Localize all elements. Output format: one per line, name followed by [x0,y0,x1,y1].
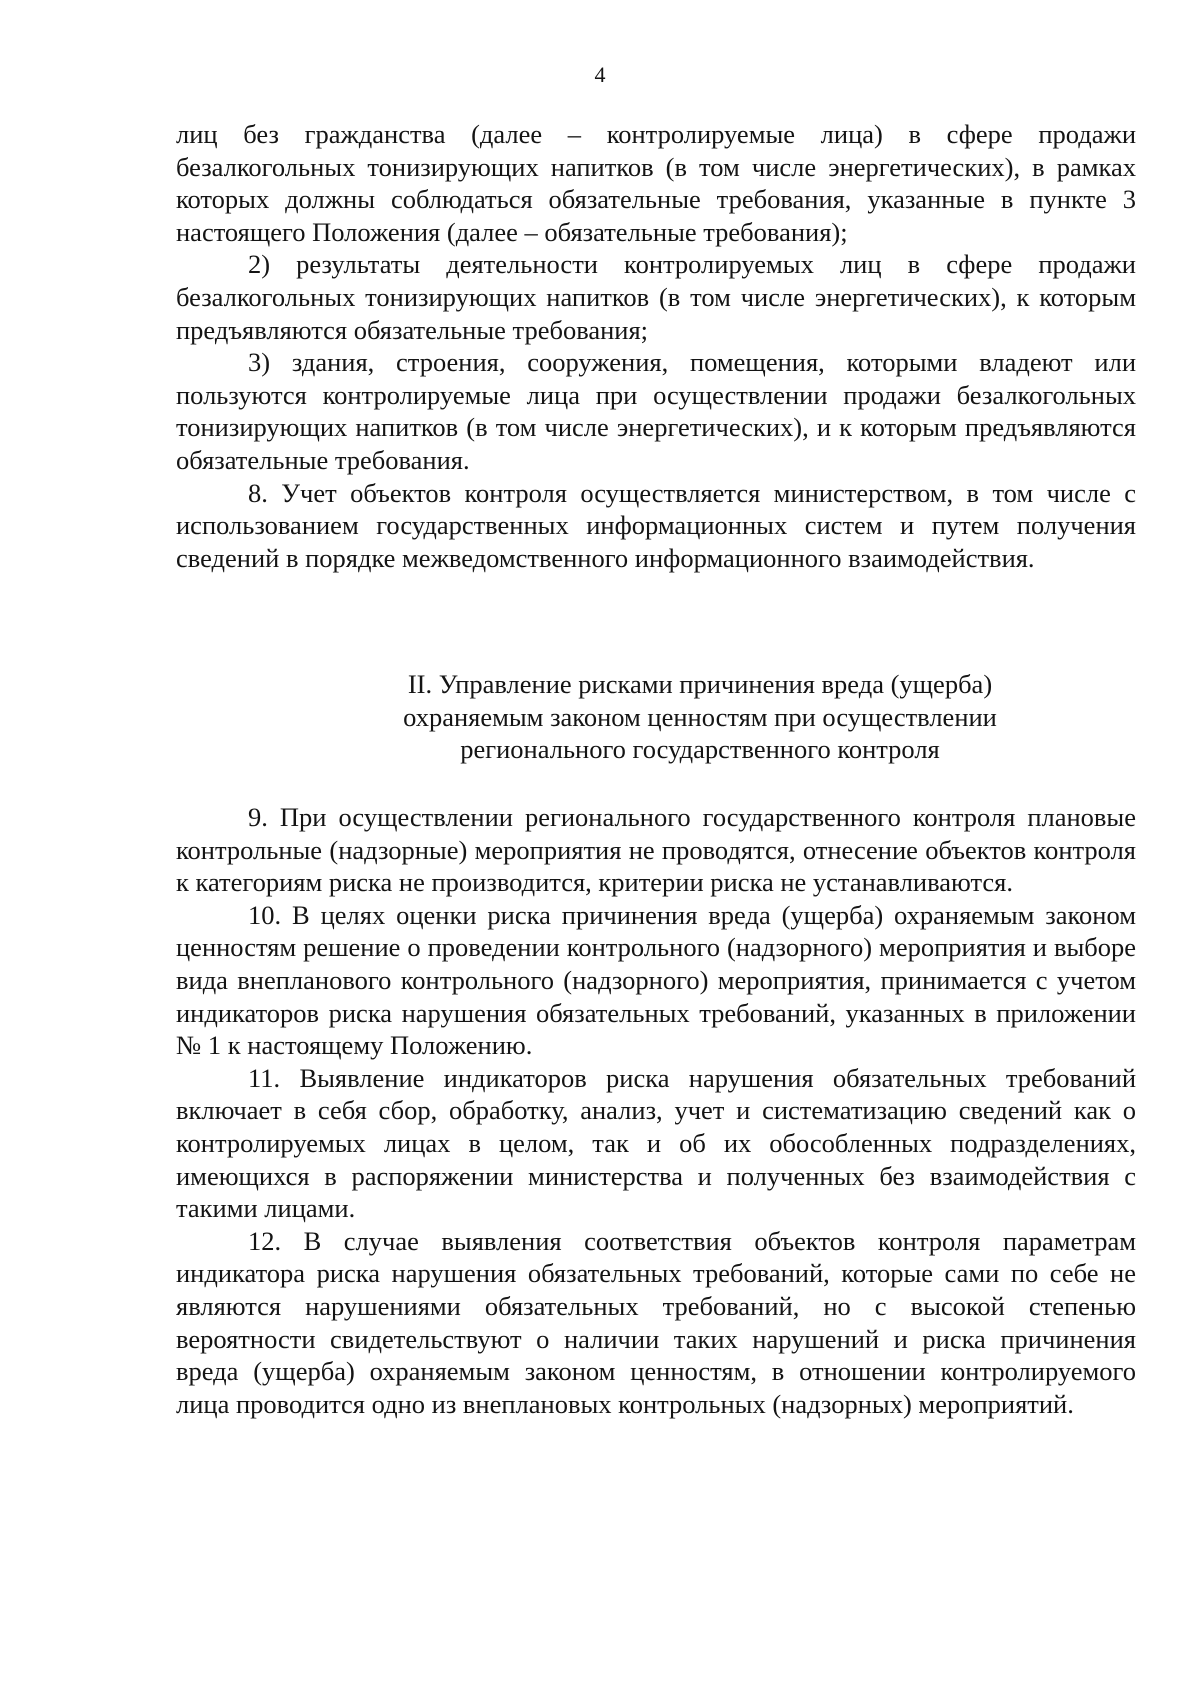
paragraph-9: 9. При осуществлении регионального государственного контроля плановые контрольные (надзорные) мероприятия не проводятся, отнесение объектов контроля к категориям риска не производится, критерии риска не устанавливаются. [176,802,1136,898]
paragraph-item-3: 3) здания, строения, сооружения, помещения, которыми владеют или пользуются контролируемые лица при осуществлении продажи безалкогольных тонизирующих напитков (в том числе энергетических), и к которым предъявляются обязательные требования. [176,347,1136,475]
paragraph-continuation: лиц без гражданства (далее – контролируемые лица) в сфере продажи безалкогольных тонизирующих напитков (в том числе энергетических), в рамках которых должны соблюдаться обязательные требования, указанные в пункте 3 настоящего Положения (далее – обязательные требования); [176,119,1136,247]
section-heading-line-2: охраняемым законом ценностям при осуществлении [403,701,997,732]
paragraph-10: 10. В целях оценки риска причинения вреда (ущерба) охраняемым законом ценностям решение о проведении контрольного (надзорного) мероприятия и выборе вида внепланового контрольного (надзорного) мероприятия, принимается с учетом индикаторов риска нарушения обязательных требований, указанных в приложении № 1 к настоящему Положению. [176,899,1136,1061]
paragraph-8: 8. Учет объектов контроля осуществляется министерством, в том числе с использованием государственных информационных систем и путем получения сведений в порядке межведомственного информационного взаимодействия. [176,477,1136,573]
body-text-bottom [176,801,1136,1420]
section-heading-line-3: регионального государственного контроля [460,734,940,765]
paragraph-12: 12. В случае выявления соответствия объектов контроля параметрам индикатора риска нарушения обязательных требований, которые сами по себе не являются нарушениями обязательных требований, но с высокой степенью вероятности свидетельствуют о наличии таких нарушений и риска причинения вреда (ущерба) охраняемым законом ценностям, в отношении контролируемого лица проводится одно из внеплановых контрольных (надзорных) мероприятий. [176,1225,1136,1419]
section-heading [220,668,1180,766]
paragraph-item-2: 2) результаты деятельности контролируемых лиц в сфере продажи безалкогольных тонизирующих напитков (в том числе энергетических), к которым предъявляются обязательные требования; [176,249,1136,345]
body-text-top [176,118,1136,574]
page-number: 4 [594,62,606,87]
section-heading-line-1: II. Управление рисками причинения вреда (ущерба) [407,669,993,699]
paragraph-11: 11. Выявление индикаторов риска нарушения обязательных требований включает в себя сбор, обработку, анализ, учет и систематизацию сведений как о контролируемых лицах в целом, так и об их обособленных подразделениях, имеющихся в распоряжении министерства и полученных без взаимодействия с такими лицами. [176,1062,1136,1224]
